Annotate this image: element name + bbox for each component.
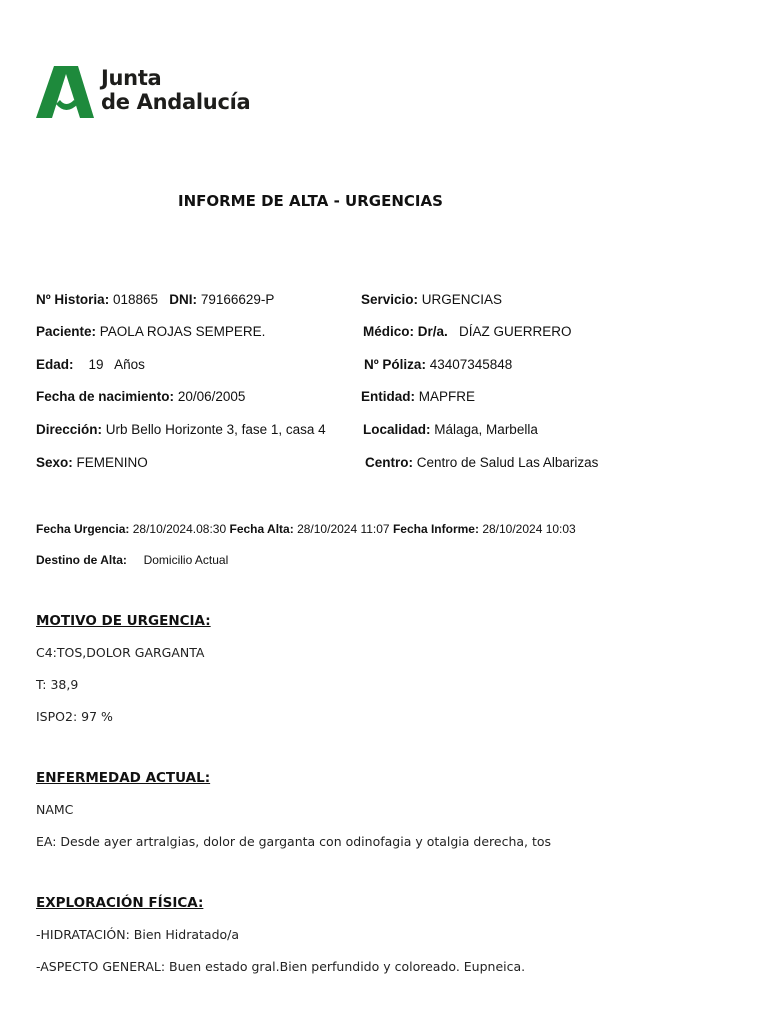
fecha-alta-value: 28/10/2024 11:07 <box>297 522 390 536</box>
direccion-value: Urb Bello Horizonte 3, fase 1, casa 4 <box>105 422 326 437</box>
dni-value: 79166629-P <box>200 292 275 307</box>
enfermedad-line-2: EA: Desde ayer artralgias, dolor de garganta con odinofagia y otalgia derecha, tos <box>36 834 552 849</box>
enfermedad-line-1: NAMC <box>36 802 74 817</box>
dates-line <box>36 520 576 538</box>
destino-label: Destino de Alta: <box>36 553 127 567</box>
destino-field <box>36 551 228 569</box>
exploracion-heading: EXPLORACIÓN FÍSICA: <box>36 895 204 911</box>
centro-field <box>365 454 598 472</box>
entidad-value: MAPFRE <box>418 389 476 404</box>
historia-dni-field <box>36 291 274 309</box>
fecha-informe-label: Fecha Informe: <box>392 522 479 536</box>
localidad-label: Localidad: <box>363 422 431 437</box>
paciente-label: Paciente: <box>36 324 97 339</box>
logo-line-2: de Andalucía <box>101 90 251 114</box>
medico-label: Médico: Dr/a. <box>363 324 448 339</box>
motivo-line-3: ISPO2: 97 % <box>36 709 113 724</box>
enfermedad-heading: ENFERMEDAD ACTUAL: <box>36 770 211 786</box>
sexo-field <box>36 454 148 472</box>
destino-value: Domicilio Actual <box>143 553 229 567</box>
dni-label: DNI: <box>169 292 198 307</box>
edad-unit: Años <box>114 357 145 372</box>
centro-value: Centro de Salud Las Albarizas <box>416 455 599 470</box>
junta-logo-icon <box>36 64 96 120</box>
servicio-value: URGENCIAS <box>421 292 503 307</box>
paciente-value: PAOLA ROJAS SEMPERE. <box>99 324 266 339</box>
motivo-line-1: C4:TOS,DOLOR GARGANTA <box>36 645 205 660</box>
poliza-field <box>364 356 512 374</box>
entidad-field <box>361 388 475 406</box>
nacimiento-field <box>36 388 245 406</box>
historia-value: 018865 <box>112 292 159 307</box>
exploracion-line-1: -HIDRATACIÓN: Bien Hidratado/a <box>36 927 240 942</box>
paciente-field <box>36 323 265 341</box>
medico-field <box>363 323 572 341</box>
centro-label: Centro: <box>365 455 413 470</box>
servicio-label: Servicio: <box>361 292 419 307</box>
entidad-label: Entidad: <box>361 389 415 404</box>
nacimiento-value: 20/06/2005 <box>177 389 246 404</box>
fecha-urgencia-value: 28/10/2024.08:30 <box>132 522 227 536</box>
nacimiento-label: Fecha de nacimiento: <box>36 389 175 404</box>
poliza-value: 43407345848 <box>429 357 513 372</box>
localidad-field <box>363 421 538 439</box>
edad-label: Edad: <box>36 357 74 372</box>
logo-line-1: Junta <box>101 66 162 90</box>
logo-text <box>101 66 250 114</box>
junta-andalucia-logo <box>36 64 256 120</box>
localidad-value: Málaga, Marbella <box>434 422 538 437</box>
servicio-field <box>361 291 502 309</box>
document-title: INFORME DE ALTA - URGENCIAS <box>178 192 443 210</box>
direccion-field <box>36 421 326 439</box>
edad-value: 19 <box>88 357 104 372</box>
direccion-label: Dirección: <box>36 422 103 437</box>
motivo-heading: MOTIVO DE URGENCIA: <box>36 613 211 629</box>
exploracion-line-2: -ASPECTO GENERAL: Buen estado gral.Bien perfundido y coloreado. Eupneica. <box>36 959 526 974</box>
motivo-line-2: T: 38,9 <box>36 677 79 692</box>
fecha-alta-label: Fecha Alta: <box>229 522 294 536</box>
fecha-informe-value: 28/10/2024 10:03 <box>482 522 576 536</box>
poliza-label: Nº Póliza: <box>364 357 426 372</box>
edad-field <box>36 356 145 374</box>
sexo-label: Sexo: <box>36 455 73 470</box>
historia-label: Nº Historia: <box>36 292 110 307</box>
fecha-urgencia-label: Fecha Urgencia: <box>36 522 130 536</box>
sexo-value: FEMENINO <box>76 455 148 470</box>
medico-value: DÍAZ GUERRERO <box>459 324 572 339</box>
